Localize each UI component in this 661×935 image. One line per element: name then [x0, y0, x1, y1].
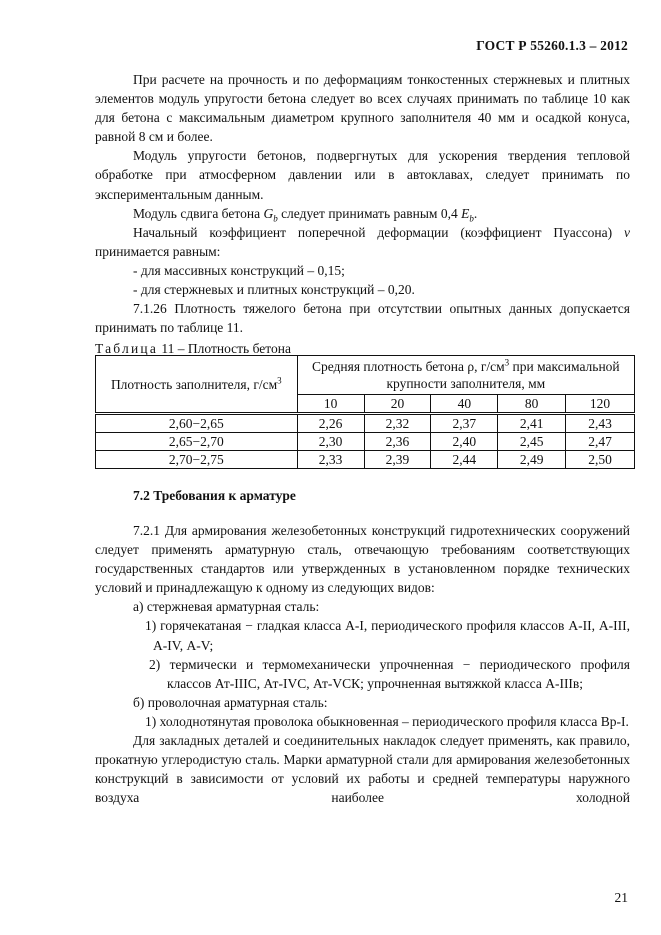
paragraph-reinforcement: 7.2.1 Для армирования железобетонных конструкций гидротехнических сооружений следует применять арматурную сталь, отвечающую требованиям соответствующих государственных стандартов или утвержденных в установленном порядке технических условий и принадлежащую к одному из следующих видов:	[95, 523, 630, 596]
table-cell: 2,40	[431, 433, 498, 451]
list-subitem: 1) холоднотянутая проволока обыкновенная – периодического профиля класса Вр-I.	[145, 713, 629, 729]
row-label-cell: 2,60−2,65	[96, 414, 298, 433]
table-cell: 2,37	[431, 414, 498, 433]
table-cell: 2,43	[566, 414, 635, 433]
list-subitem: 2) термически и термомеханически упрочненная − периодического профиля классов Ат-IIIС, Ат-IVС, Ат-VСК; упрочненная вытяжкой класса А-IIIв;	[149, 656, 630, 691]
table-cell: 2,49	[498, 451, 566, 469]
table-cell: 2,39	[364, 451, 431, 469]
size-header-cell: 20	[364, 395, 431, 414]
list-item-a: а) стержневая арматурная сталь:	[133, 599, 320, 615]
table-cell: 2,32	[364, 414, 431, 433]
column-header-concrete-density: Средняя плотность бетона ρ, $г/см^3$ при максимальной крупности заполнителя, мм	[297, 356, 634, 395]
page-number: 21	[614, 890, 628, 905]
paragraph-density: 7.1.26 Плотность тяжелого бетона при отсутствии опытных данных допускается принимать по таблице 11.	[95, 301, 630, 336]
density-table	[95, 355, 635, 469]
list-subitem: 1) горячекатаная − гладкая класса А-I, периодического профиля классов А-II, А-III, А-IV, А-V;	[145, 618, 630, 653]
list-item: - для массивных конструкций – 0,15;	[133, 262, 345, 278]
paragraph-poisson: Начальный коэффициент поперечной деформации (коэффициент Пуассона) ν принимается равным:	[95, 224, 630, 259]
document-code: ГОСТ Р 55260.1.3 – 2012	[476, 38, 628, 53]
size-header-cell: 40	[431, 395, 498, 414]
table-caption: Таблица 11 – Плотность бетона	[95, 341, 291, 356]
paragraph-elastic-modulus: При расчете на прочность и по деформациям тонкостенных стержневых и плитных элементов модуль упругости бетона следует во всех случаях принимать по таблице 10 как для бетона с максимальным диаметром крупного заполнителя 40 мм и осадкой конуса, равной 8 см и более.	[95, 72, 630, 145]
table-row	[96, 433, 635, 451]
section-title: 7.2 Требования к арматуре	[133, 488, 296, 503]
paragraph-embedded-parts: Для закладных деталей и соединительных накладок следует применять, как правило, прокатную углеродистую сталь. Марки арматурной стали для армирования железобетонных конструкций в зависимости от условий их работы и средней температуры наружного воздуха наиболее холодной	[95, 733, 630, 806]
table-cell: 2,50	[566, 451, 635, 469]
size-header-cell: 80	[498, 395, 566, 414]
table-cell: 2,30	[297, 433, 364, 451]
intro-text	[95, 70, 630, 337]
paragraph-heat-treatment: Модуль упругости бетонов, подвергнутых для ускорения твердения тепловой обработке при атмосферном давлении или в автоклавах, следует принимать по экспериментальным данным.	[95, 148, 630, 202]
table-cell: 2,47	[566, 433, 635, 451]
row-label-cell: 2,70−2,75	[96, 451, 298, 469]
size-header-cell: 10	[297, 395, 364, 414]
table-row	[96, 451, 635, 469]
table-cell: 2,45	[498, 433, 566, 451]
size-header-cell: 120	[566, 395, 635, 414]
section-text	[95, 521, 630, 807]
list-item: - для стержневых и плитных конструкций – 0,20.	[133, 282, 415, 298]
table-row	[96, 414, 635, 433]
table-cell: 2,44	[431, 451, 498, 469]
table-cell: 2,33	[297, 451, 364, 469]
row-label-cell: 2,65−2,70	[96, 433, 298, 451]
column-header-aggregate-density: Плотность заполнителя, $г/см^3$	[96, 356, 298, 414]
table-cell: 2,36	[364, 433, 431, 451]
table-cell: 2,41	[498, 414, 566, 433]
list-item-b: б) проволочная арматурная сталь:	[133, 694, 328, 710]
table-cell: 2,26	[297, 414, 364, 433]
paragraph-shear-modulus: Модуль сдвига бетона $G_b$ следует принимать равным 0,4 $E_b$.	[133, 205, 478, 224]
